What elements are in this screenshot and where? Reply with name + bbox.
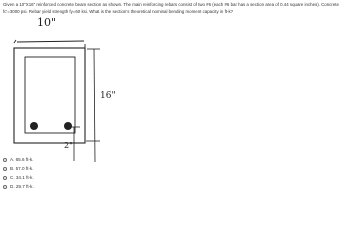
rebar <box>64 122 72 130</box>
radio-button[interactable] <box>3 185 7 189</box>
height-dimension <box>86 49 100 162</box>
width-label: 10" <box>37 16 57 29</box>
option-label: D. 29.7 ft-k. <box>10 184 34 189</box>
option-label: A. 65.6 ft-k. <box>10 157 34 162</box>
radio-button[interactable] <box>3 158 7 162</box>
option-label: C. 34.1 ft-k. <box>10 175 34 180</box>
rebar <box>30 122 38 130</box>
option-c[interactable] <box>3 173 34 182</box>
radio-button[interactable] <box>3 176 7 180</box>
height-label: 16" <box>100 91 116 101</box>
option-b[interactable] <box>3 164 34 173</box>
option-label: B. 57.0 ft-k. <box>10 166 34 171</box>
width-dimension <box>14 40 85 52</box>
cover-label: 2" <box>64 141 73 150</box>
stirrup <box>25 57 75 133</box>
answer-options <box>3 155 34 191</box>
option-d[interactable] <box>3 182 34 191</box>
radio-button[interactable] <box>3 167 7 171</box>
question-text: Given a 10"X16" reinforced concrete beam section as shown. The main reinforcing rebars consist of two #6 (each #6 bar has a section area of 0.44 square inches). Concrete fc'=3000 psi. Rebar yield strength fy=60 ksi. What is the section's theoretical nominal bending moment capacity in ft-k? <box>3 2 339 14</box>
option-a[interactable] <box>3 155 34 164</box>
